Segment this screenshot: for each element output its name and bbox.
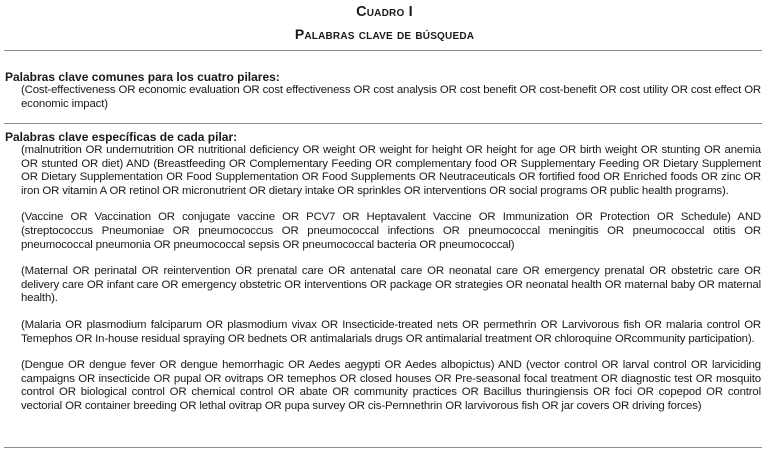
table-title: Cuadro I: [356, 4, 413, 20]
pillar-malaria-keywords: (Malaria OR plasmodium falciparum OR plasmodium vivax OR Insecticide-treated nets OR permethrin OR Larvivorous fish OR malaria control OR Temephos OR In-house residual spraying OR bednets OR antimalarials drugs OR antimalarial treatment OR chloroquine ORcommunity participation).: [21, 318, 761, 345]
table-header: [0, 0, 769, 43]
pillar-dengue-keywords: (Dengue OR dengue fever OR dengue hemorrhagic OR Aedes aegypti OR Aedes albopictus) AND (vector control OR larval control OR larviciding campaigns OR insecticide OR pupal OR ovitraps OR temephos OR closed houses OR Pre-seasonal focal treatment OR diagnostic test OR mosquito control OR biological control OR chemical control OR abate OR community practices OR Bacillus thuringiensis OR foci OR copepod OR control vectorial OR container breeding OR lethal ovitrap OR pupa survey OR cis-Pernnethrin OR larvivorous fish OR jar covers OR driving forces): [21, 359, 761, 412]
top-rule: [4, 50, 762, 51]
common-keywords-section: [5, 70, 761, 111]
pillar-nutrition-keywords: (malnutrition OR undernutrition OR nutritional deficiency OR weight OR weight for height OR height for age OR birth weight OR stunting OR anemia OR stunted OR diet) AND (Breastfeeding OR Complementary Feeding OR complementary food OR Supplementary Feeding OR Dietary Supplement OR Dietary Supplementation OR Food Supplementation OR Food Supplements OR Neutraceuticals OR fortified food OR Enriched foods OR zinc OR iron OR vitamin A OR retinol OR micronutrient OR dietary intake OR sprinkles OR interventions OR social programs OR public health programs).: [21, 144, 761, 197]
specific-keywords-section: [5, 130, 761, 414]
table-subtitle: Palabras clave de búsqueda: [294, 26, 475, 42]
bottom-rule: [4, 447, 762, 448]
specific-keywords-label: Palabras clave específicas de cada pilar:: [5, 130, 238, 144]
pillar-maternal-keywords: (Maternal OR perinatal OR reintervention OR prenatal care OR antenatal care OR neonatal care OR emergency prenatal OR obstetric care OR delivery care OR infant care OR emergency obstetric OR interventions OR package OR strategies OR neonatal health OR maternal baby OR maternal health).: [21, 265, 761, 305]
middle-rule: [4, 123, 762, 124]
common-keywords-text: (Cost-effectiveness OR economic evaluation OR cost effectiveness OR cost analysis OR cost benefit OR cost-benefit OR cost utility OR cost effect OR economic impact): [21, 84, 761, 110]
pillar-pneumococcal-keywords: (Vaccine OR Vaccination OR conjugate vaccine OR PCV7 OR Heptavalent Vaccine OR Immunization OR Protection OR Schedule) AND (streptococcus Pneumoniae OR pneumococcus OR pneumococcal infections OR pneumococcal meningitis OR pneumococcal otitis OR pneumococcal pneumonia OR pneumococcal sepsis OR pneumococcal bacteria OR pneumococcal): [21, 211, 761, 251]
common-keywords-label: Palabras clave comunes para los cuatro pilares:: [5, 70, 280, 84]
